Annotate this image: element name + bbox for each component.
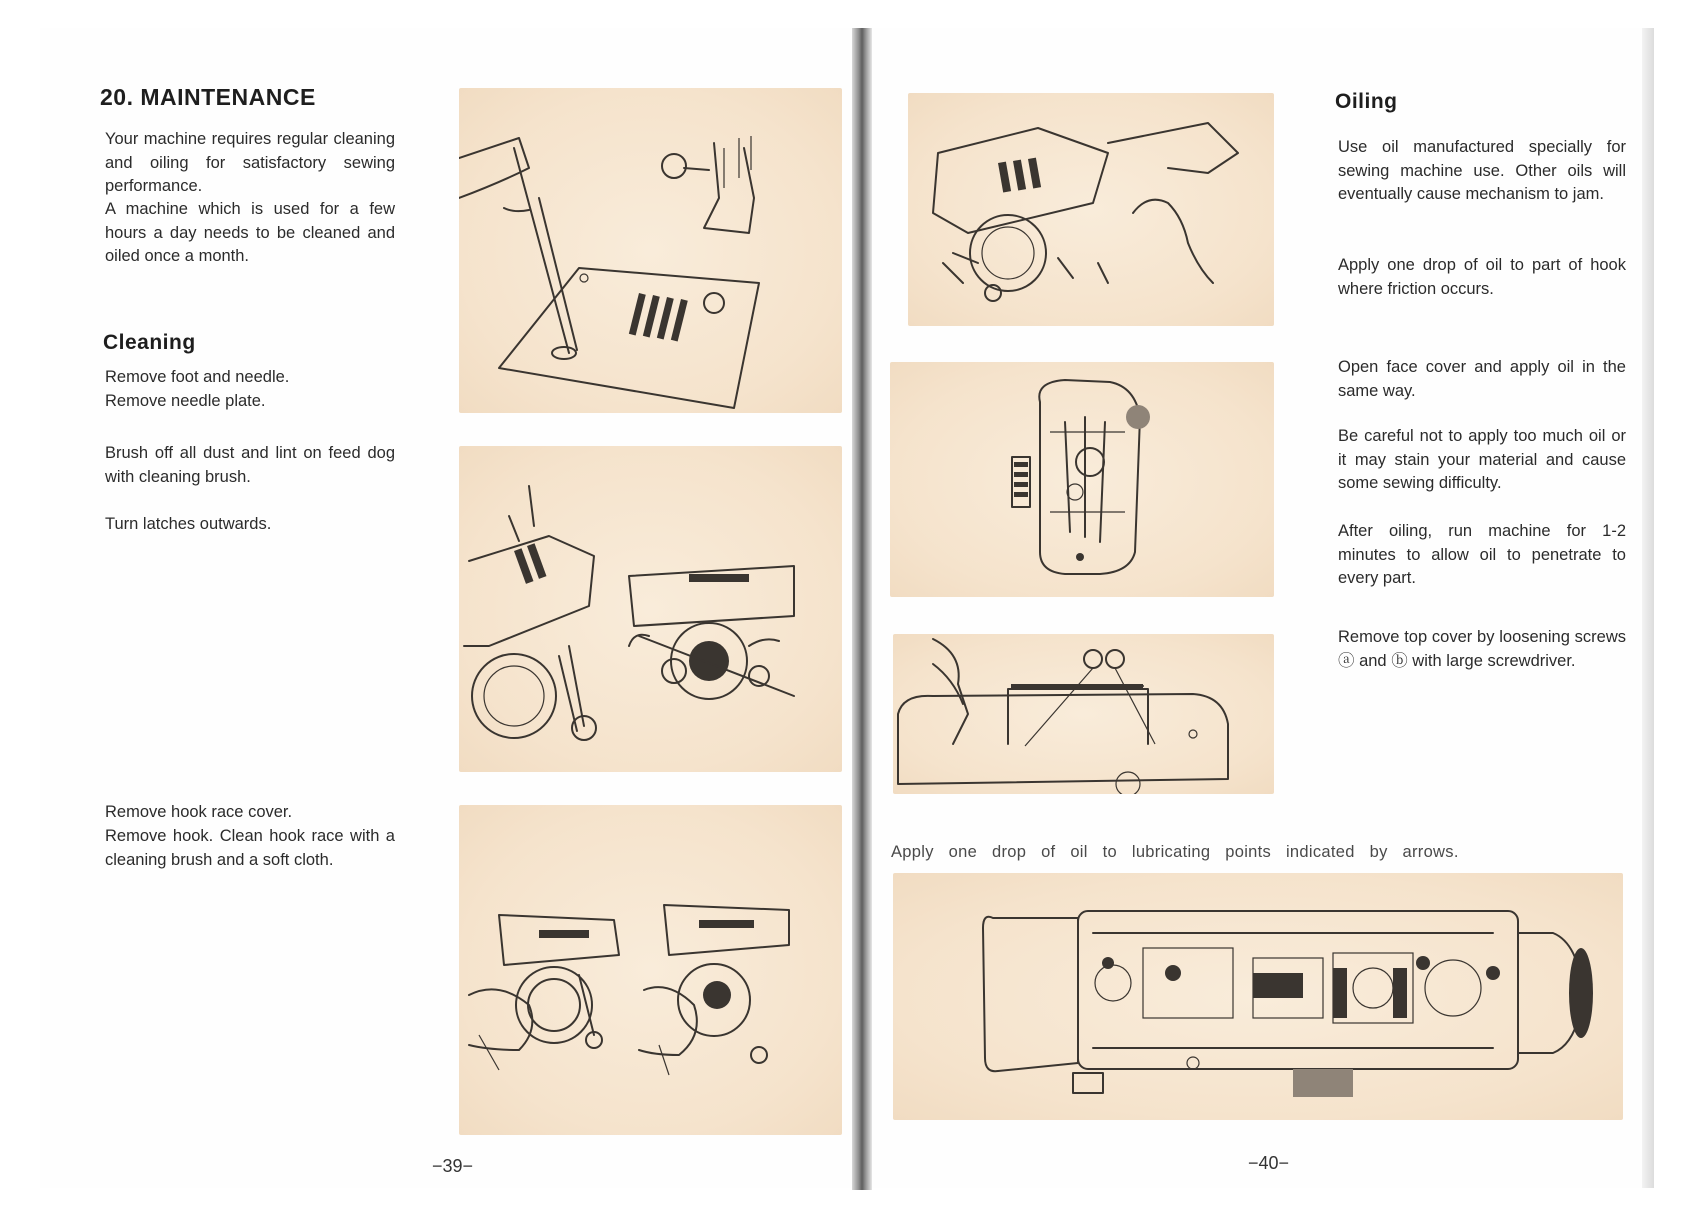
face-cover-illustration: [890, 362, 1274, 597]
oiling-para-2: Apply one drop of oil to part of hook where friction occurs.: [1338, 256, 1626, 298]
page-number-right: −40−: [1248, 1153, 1290, 1173]
needle-plate-illustration: [459, 88, 842, 413]
oiling-para-1: Use oil manufactured specially for sewing machine use. Other oils will eventually cause mechanism to jam.: [1338, 138, 1626, 203]
cleaning-step-1a: Remove foot and needle.: [105, 368, 290, 386]
hook-removal-illustration: [459, 805, 842, 1135]
cleaning-step-3: Turn latches outwards.: [105, 515, 272, 533]
hook-oiling-illustration: [908, 93, 1274, 326]
oiling-heading: Oiling: [1335, 90, 1398, 113]
cleaning-heading: Cleaning: [103, 331, 196, 354]
oiling-para-4: Be careful not to apply too much oil or it may stain your material and cause some sewing difficulty.: [1338, 427, 1626, 492]
cleaning-step-4b: Remove hook. Clean hook race with a cleaning brush and a soft cloth.: [105, 827, 395, 869]
page-edge: [1642, 28, 1654, 1188]
intro-text: Your machine requires regular cleaning and oiling for satisfactory sewing performance.: [105, 130, 395, 195]
feed-dog-brush-illustration: [459, 446, 842, 772]
oiling-para-3: Open face cover and apply oil in the same way.: [1338, 358, 1626, 400]
top-cover-illustration: [893, 634, 1274, 794]
oiling-para-6: Remove top cover by loosening screws ⓐ and ⓑ with large screwdriver.: [1338, 628, 1626, 670]
page-title: 20. MAINTENANCE: [100, 84, 316, 110]
intro-text-2: A machine which is used for a few hours a day needs to be cleaned and oiled once a month.: [105, 200, 395, 265]
cleaning-step-4a: Remove hook race cover.: [105, 803, 293, 821]
cleaning-step-1b: Remove needle plate.: [105, 392, 266, 410]
oiling-para-5: After oiling, run machine for 1-2 minutes to allow oil to penetrate to every part.: [1338, 522, 1626, 587]
page-number-left: −39−: [432, 1156, 474, 1176]
lubrication-caption: Apply one drop of oil to lubricating points indicated by arrows.: [891, 843, 1459, 861]
lubrication-points-illustration: [893, 873, 1623, 1120]
book-gutter: [852, 28, 872, 1190]
cleaning-step-2: Brush off all dust and lint on feed dog with cleaning brush.: [105, 444, 395, 486]
